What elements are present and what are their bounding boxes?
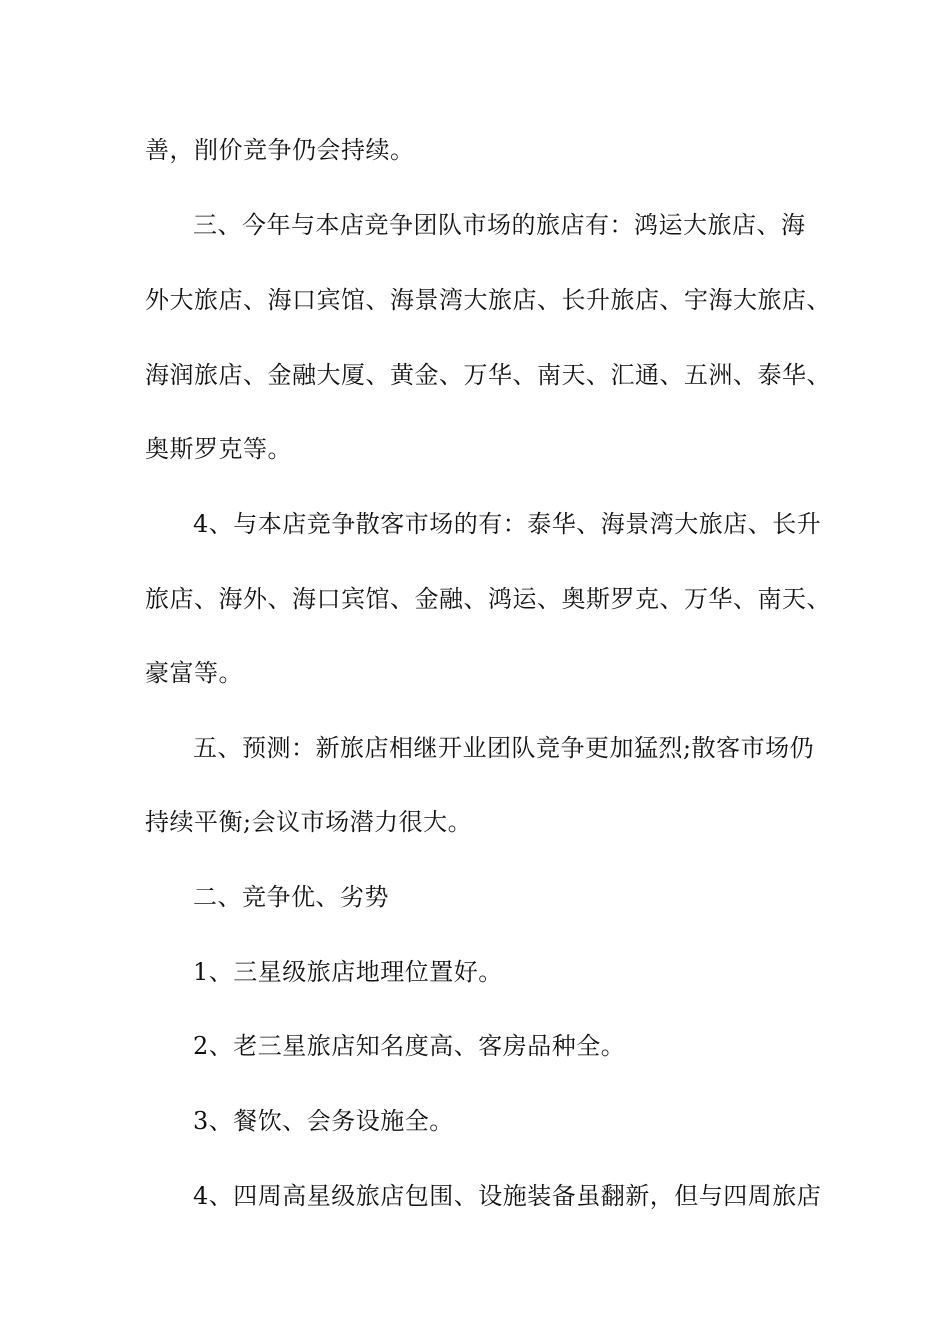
text-line: 3、餐饮、会务设施全。: [193, 1107, 454, 1135]
text-line: 三、今年与本店竞争团队市场的旅店有：鸿运大旅店、海: [193, 211, 806, 239]
text-line: 4、与本店竞争散客市场的有：泰华、海景湾大旅店、长升: [193, 510, 822, 538]
text-line: 旅店、海外、海口宾馆、金融、鸿运、奥斯罗克、万华、南天、: [145, 585, 831, 613]
text-line: 海润旅店、金融大厦、黄金、万华、南天、汇通、五洲、泰华、: [145, 361, 831, 389]
text-line: 豪富等。: [145, 659, 243, 687]
text-line: 外大旅店、海口宾馆、海景湾大旅店、长升旅店、宇海大旅店、: [145, 286, 831, 314]
text-line: 1、三星级旅店地理位置好。: [193, 958, 503, 986]
text-line: 奥斯罗克等。: [145, 435, 292, 463]
text-line: 善，削价竞争仍会持续。: [145, 136, 415, 164]
text-line: 4、四周高星级旅店包围、设施装备虽翻新，但与四周旅店: [193, 1182, 822, 1210]
text-line: 2、老三星旅店知名度高、客房品种全。: [193, 1032, 626, 1060]
text-line: 持续平衡;会议市场潜力很大。: [145, 808, 473, 836]
text-line: 二、竞争优、劣势: [193, 883, 389, 911]
text-line: 五、预测：新旅店相继开业团队竞争更加猛烈;散客市场仍: [193, 734, 815, 762]
